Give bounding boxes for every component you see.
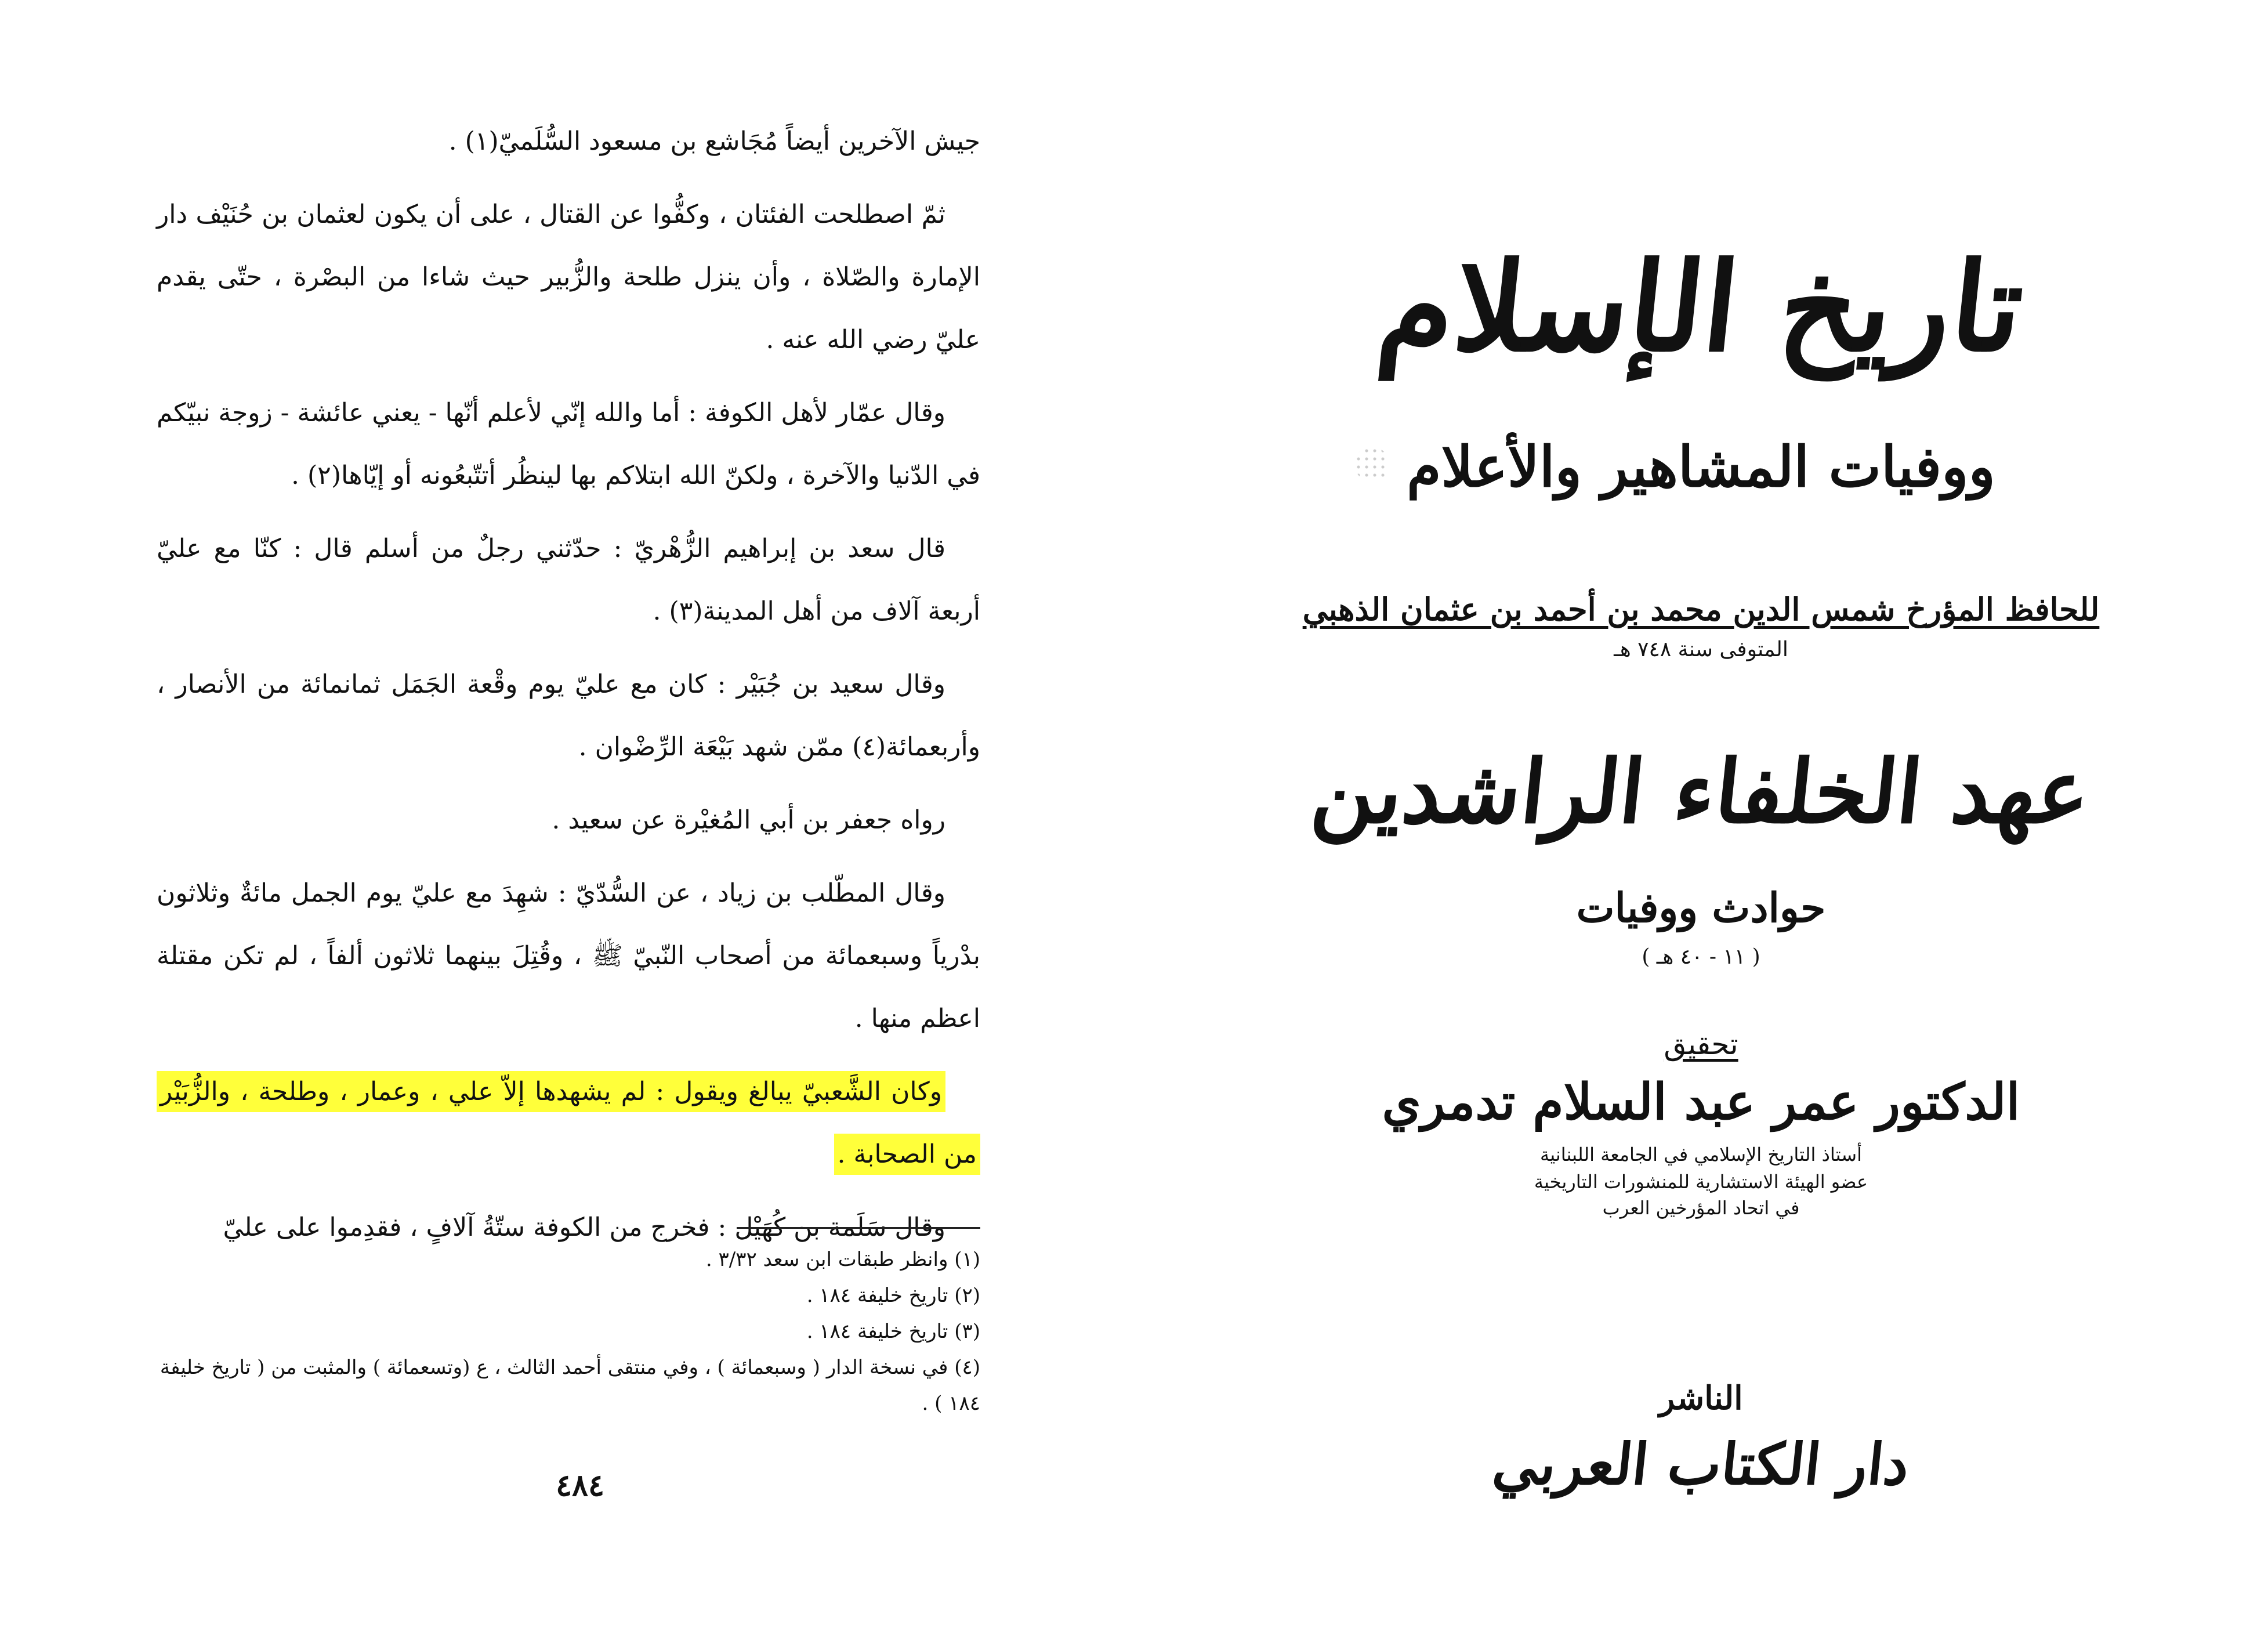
text-highlight: وكان الشَّعبيّ يبالغ ويقول : لم يشهدها إلاّ علي ، وعمار ، وطلحة ، والزُّبَيْر من الصحابة . xyxy=(157,1071,980,1175)
paragraph-7: وقال المطّلب بن زياد ، عن السُّدّيّ : شهِدَ مع عليّ يوم الجمل مائةٌ وثلاثون بدْرياً وسبعمائة من أصحاب النّبيّ ﷺ ، وقُتِلَ بينهما ثلاثون ألفاً ، لم تكن مقتلة اعظم منها . xyxy=(157,878,980,1033)
book-title: تاريخ الإسلام xyxy=(1372,236,2030,379)
publisher-name: دار الكتاب العربي xyxy=(1490,1431,1912,1498)
paragraph-6: رواه جعفر بن أبي المُغيْرة عن سعيد . xyxy=(552,805,945,835)
paragraph-9: وقال سَلَمة بن كُهَيْل : فخرج من الكوفة ستّةُ آلافٍ ، فقدِموا على عليّ xyxy=(223,1213,945,1242)
body-text xyxy=(157,110,980,1269)
author-line: للحافظ المؤرخ شمس الدين محمد بن أحمد بن عثمان الذهبي xyxy=(1302,591,2100,628)
footnotes xyxy=(157,1242,980,1421)
highlighted-paragraph xyxy=(157,1061,980,1186)
footnote-3: (٣) تاريخ خليفة ١٨٤ . xyxy=(806,1320,980,1343)
footnote-4: (٤) في نسخة الدار ( وسبعمائة ) ، وفي منتقى أحمد الثالث ، ع (وتسعمائة ) والمثبت من ( تاريخ خليفة ١٨٤ ) . xyxy=(160,1356,980,1415)
editor-credential-3: في اتحاد المؤرخين العرب xyxy=(1602,1197,1800,1219)
volume-title: عهد الخلفاء الراشدين xyxy=(1307,741,2095,843)
paragraph-3: وقال عمّار لأهل الكوفة : أما والله إنّي لأعلم أنّها - يعني عائشة - زوجة نبيّكم في الدّنيا والآخرة ، ولكنّ الله ابتلاكم بها لينظُر أتتّبعُونه أو إيّاها(٢) . xyxy=(157,398,980,490)
page-number: ٤٨٤ xyxy=(556,1468,604,1503)
paragraph-5: وقال سعيد بن جُبَيْر : كان مع عليّ يوم وقْعة الجَمَل ثمانمائة من الأنصار ، وأربعمائة(٤) ممّن شهد بَيْعَة الرِّضْوان . xyxy=(157,670,980,762)
editing-label: تحقيق xyxy=(1664,1027,1738,1061)
title-page xyxy=(1134,0,2268,1632)
footnote-2: (٢) تاريخ خليفة ١٨٤ . xyxy=(806,1284,980,1307)
author-death-date: المتوفى سنة ٧٤٨ هـ xyxy=(1614,638,1788,661)
publisher-label: الناشر xyxy=(1659,1379,1743,1417)
paragraph-1: جيش الآخرين أيضاً مُجَاشع بن مسعود السُّلَميّ(١) . xyxy=(448,126,980,156)
dot-ornament-icon xyxy=(1354,447,1389,482)
editor-credential-2: عضو الهيئة الاستشارية للمنشورات التاريخية xyxy=(1534,1171,1868,1193)
footnote-divider xyxy=(737,1227,980,1229)
paragraph-4: قال سعد بن إبراهيم الزُّهْريّ : حدّثني رجلٌ من أسلم قال : كنّا مع عليّ أربعة آلاف من أهل المدينة(٣) . xyxy=(157,534,980,626)
paragraph-2: ثمّ اصطلحت الفئتان ، وكفُّوا عن القتال ، على أن يكون لعثمان بن حُنَيْف دار الإمارة والصّلاة ، وأن ينزل طلحة والزُّبير حيث شاءا من البصْرة ، حتّى يقدم عليّ رضي الله عنه . xyxy=(157,200,980,354)
volume-subtitle: حوادث ووفيات xyxy=(1576,884,1826,932)
footnote-1: (١) وانظر طبقات ابن سعد ٣/٣٢ . xyxy=(705,1248,980,1271)
editor-name: الدكتور عمر عبد السلام تدمري xyxy=(1382,1073,2020,1131)
book-subtitle: ووفيات المشاهير والأعلام xyxy=(1407,434,1995,500)
volume-years: ( ١١ - ٤٠ هـ ) xyxy=(1642,945,1760,969)
editor-credential-1: أستاذ التاريخ الإسلامي في الجامعة اللبنانية xyxy=(1540,1144,1862,1166)
